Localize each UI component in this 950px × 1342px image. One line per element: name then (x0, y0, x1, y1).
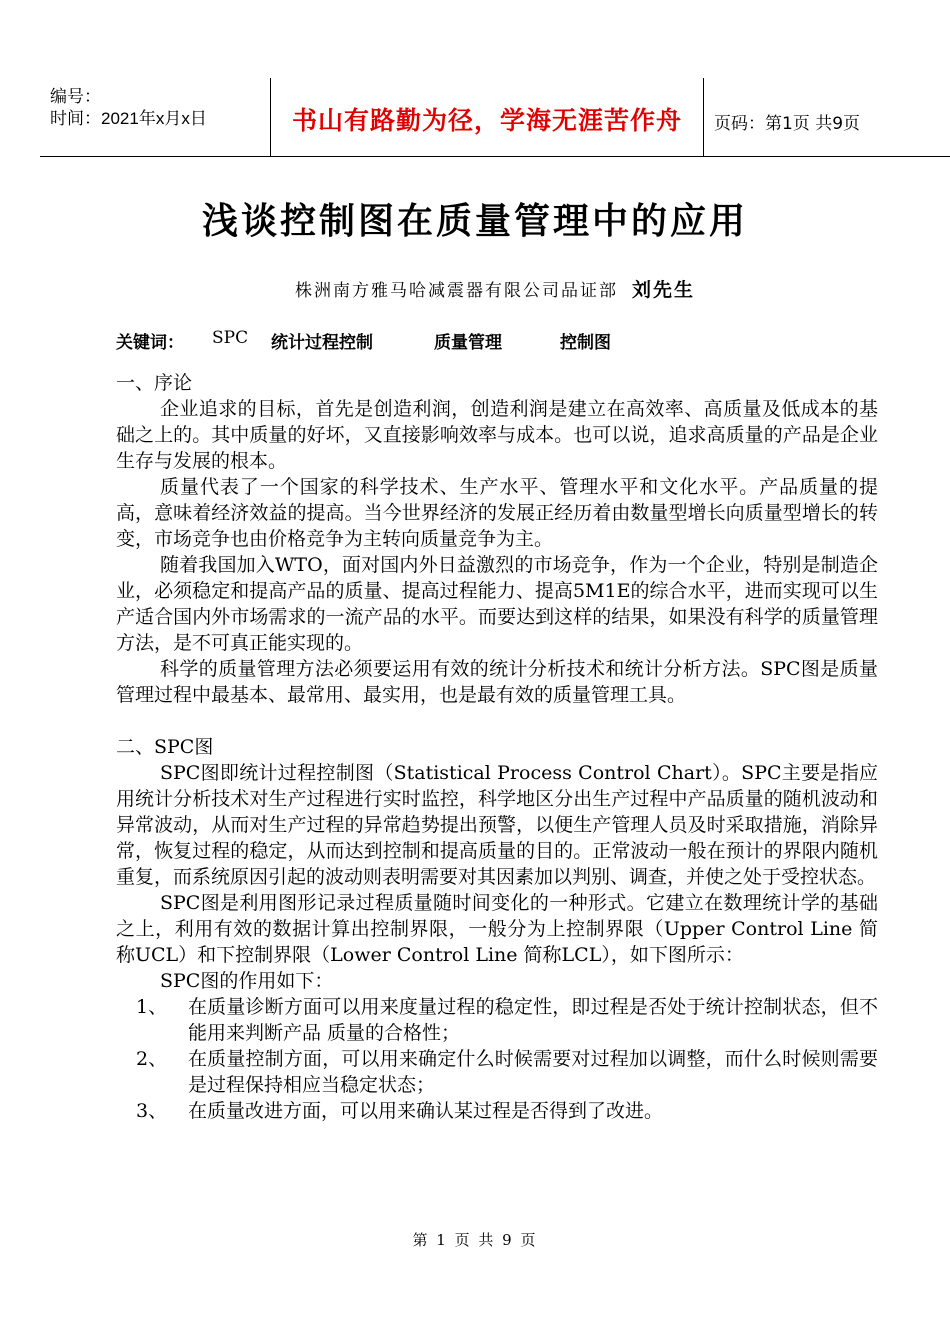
section-heading: 二、SPC图 (116, 736, 214, 758)
header-motto: 书山有路勤为径，学海无涯苦作舟 (291, 106, 682, 135)
list-text: 在质量控制方面，可以用来确定什么时候需要对过程加以调整，而什么时候则需要是过程保持相应当稳定状态； (188, 1048, 878, 1096)
keyword-item: 统计过程控制 (271, 333, 373, 353)
list-item (116, 1046, 878, 1098)
document-body (116, 370, 878, 1124)
document-number-label: 编号： (50, 87, 101, 106)
paragraph: 企业追求的目标，首先是创造利润，创造利润是建立在高效率、高质量及低成本的基础之上的。其中质量的好坏，又直接影响效率与成本。也可以说，追求高质量的产品是企业生存与发展的根本。 (116, 398, 878, 472)
keyword-item: 质量管理 (434, 333, 502, 353)
page-footer: 第 1 页 共 9 页 (412, 1231, 538, 1249)
keyword-item: 控制图 (560, 333, 611, 353)
document-date-label: 时间：2021年x月x日 (50, 109, 207, 128)
keywords-label: 关键词： (116, 333, 184, 353)
paragraph: 随着我国加入WTO，面对国内外日益激烈的市场竞争，作为一个企业，特别是制造企业，必须稳定和提高产品的质量、提高过程能力、提高5M1E的综合水平，进而实现可以生产适合国内外市场需求的一流产品的水平。而要达到这样的结果，如果没有科学的质量管理方法，是不可真正能实现的。 (116, 554, 878, 654)
header-page-code: 页码：第1页 共9页 (714, 114, 861, 134)
author-line (0, 275, 950, 302)
keyword-item: SPC (212, 328, 249, 348)
list-number: 2、 (136, 1048, 168, 1070)
spacer (116, 708, 878, 734)
section-heading: 一、序论 (116, 372, 193, 394)
list-number: 1、 (136, 996, 168, 1018)
paragraph: 质量代表了一个国家的科学技术、生产水平、管理水平和文化水平。产品质量的提高，意味着经济效益的提高。当今世界经济的发展正经历着由数量型增长向质量型增长的转变，市场竞争也由价格竞争为主转向质量竞争为主。 (116, 476, 878, 550)
document-title: 浅谈控制图在质量管理中的应用 (201, 200, 748, 242)
list-text: 在质量诊断方面可以用来度量过程的稳定性，即过程是否处于统计控制状态，但不能用来判断产品 质量的合格性； (188, 996, 878, 1044)
paragraph: SPC图是利用图形记录过程质量随时间变化的一种形式。它建立在数理统计学的基础之上，利用有效的数据计算出控制界限，一般分为上控制界限（Upper Control Line 简称UCL）和下控制界限（Lower Control Line 简称LCL），如下图所示： (116, 892, 878, 966)
author-affiliation: 株洲南方雅马哈减震器有限公司品证部 (294, 281, 618, 301)
header-motto-cell (271, 78, 704, 156)
header-left-cell (40, 78, 271, 156)
header-page-cell (704, 78, 950, 156)
list-number: 3、 (136, 1100, 168, 1122)
list-text: 在质量改进方面，可以用来确认某过程是否得到了改进。 (188, 1100, 664, 1122)
paragraph: 科学的质量管理方法必须要运用有效的统计分析技术和统计分析方法。SPC图是质量管理过程中最基本、最常用、最实用，也是最有效的质量管理工具。 (116, 658, 878, 706)
list-item (116, 1098, 878, 1124)
author-name: 刘先生 (631, 279, 695, 301)
paragraph: SPC图即统计过程控制图（Statistical Process Control Chart）。SPC主要是指应用统计分析技术对生产过程进行实时监控，科学地区分出生产过程中产品质量的随机波动和异常波动，从而对生产过程的异常趋势提出预警，以便生产管理人员及时采取措施，消除异常，恢复过程的稳定，从而达到控制和提高质量的目的。正常波动一般在预计的界限内随机重复，而系统原因引起的波动则表明需要对其因素加以判别、调查，并使之处于受控状态。 (116, 762, 878, 888)
paragraph: SPC图的作用如下： (160, 970, 334, 992)
list-item (116, 994, 878, 1046)
page-header (40, 78, 950, 157)
